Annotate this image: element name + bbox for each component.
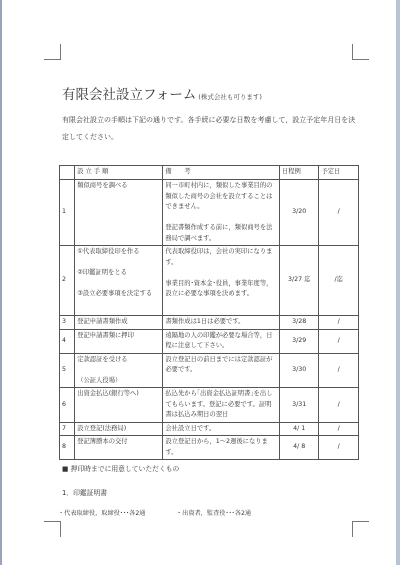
crop-mark-bottom-left-h <box>44 521 60 522</box>
row-example: 4/ 8 <box>279 436 319 460</box>
table-header-row <box>60 166 359 180</box>
crop-mark-top-right-h <box>353 59 369 60</box>
row-note: 代表取締役印は，会社の実印になります。 事業目的･資本金･役員，事業年度等，設立に必要な事項を決めます。 <box>163 246 280 316</box>
crop-mark-bottom-right-h <box>353 521 369 522</box>
row-number: 3 <box>60 316 75 330</box>
row-number: 7 <box>60 422 75 436</box>
row-planned: / <box>319 436 359 460</box>
row-note: 書類作成は1日は必要です。 <box>163 316 280 330</box>
row-planned: / <box>319 316 359 330</box>
table-row <box>60 180 359 246</box>
document-title <box>62 83 262 103</box>
header-example: 日程例 <box>279 166 319 180</box>
row-example: 3/27 迄 <box>279 246 319 316</box>
row-planned: / <box>319 180 359 246</box>
row-planned: / <box>319 353 359 388</box>
row-step: 登記申請書類作成 <box>75 316 163 330</box>
notes-item-1: 1．印鑑証明書 <box>62 489 108 497</box>
row-number: 4 <box>60 329 75 353</box>
row-example: 3/30 <box>279 353 319 388</box>
row-example: 3/31 <box>279 388 319 423</box>
row-step: 定款認証を受ける （公証人役場） <box>75 353 163 388</box>
header-step: 設 立 手 順 <box>75 166 163 180</box>
crop-mark-bottom-right-v <box>352 521 353 537</box>
row-example: 3/20 <box>279 180 319 246</box>
table-row <box>60 329 359 353</box>
table-row <box>60 246 359 316</box>
row-note: 会社設立日です。 <box>163 422 280 436</box>
procedure-table <box>59 165 359 460</box>
row-step: 登記簿謄本の交付 <box>75 436 163 460</box>
row-number: 1 <box>60 180 75 246</box>
crop-mark-bottom-left-v <box>60 521 61 537</box>
row-note: 同一市町村内に，類似した事業目的の類似した商号の会社を設立することはできません。 登記書類作成する前に，類似商号を法務局で調べます。 <box>163 180 280 246</box>
row-number: 8 <box>60 436 75 460</box>
intro-text: 有限会社設立の手順は下記の通りです。各手続に必要な日数を考慮して，設立予定年月日を決定してください。 <box>62 116 356 141</box>
row-note: 遠隔地の人の印鑑が必要な場合等，日程に注意して下さい。 <box>163 329 280 353</box>
row-example: 3/28 <box>279 316 319 330</box>
notes-line-b: ・出資者，監査役･･･各2通 <box>176 510 252 517</box>
row-step: 類似商号を調べる <box>75 180 163 246</box>
header-blank <box>60 166 75 180</box>
row-step: 出資金払込(銀行等へ) <box>75 388 163 423</box>
row-number: 5 <box>60 353 75 388</box>
crop-mark-top-right-v <box>352 44 353 60</box>
header-note: 備 考 <box>163 166 280 180</box>
crop-mark-top-left-h <box>44 59 60 60</box>
row-note: 払込先から｢出資金払込証明書｣を出してもらいます。登記に必要です。証明書は払込み期日の翌日 <box>163 388 280 423</box>
table-row <box>60 353 359 388</box>
row-note: 設立登記日から，1～2週後になります。 <box>163 436 280 460</box>
row-number: 6 <box>60 388 75 423</box>
row-planned: / <box>319 422 359 436</box>
row-step: 登記申請書類に押印 <box>75 329 163 353</box>
row-example: 3/29 <box>279 329 319 353</box>
notes-line-a: ・代表取締役，取締役･･･各2通 <box>58 510 146 517</box>
row-step: 設立登記(法務局) <box>75 422 163 436</box>
table-row <box>60 388 359 423</box>
notes-heading: ■ 押印時までに用意していただくもの <box>62 465 180 473</box>
table-row <box>60 422 359 436</box>
title-note: (株式会社も可ります) <box>198 93 262 101</box>
title-main: 有限会社設立フォーム <box>62 87 197 103</box>
row-step: ①代表取締役印を作る ②印鑑証明をとる ③設立必要事項を決定する <box>75 246 163 316</box>
row-planned: / <box>319 388 359 423</box>
table-row <box>60 436 359 460</box>
row-example: 4/ 1 <box>279 422 319 436</box>
row-number: 2 <box>60 246 75 316</box>
table-row <box>60 316 359 330</box>
row-note: 設立登記日の前日までには定款認証が必要です。 <box>163 353 280 388</box>
header-planned: 予定日 <box>319 166 359 180</box>
crop-mark-top-left-v <box>60 44 61 60</box>
row-planned: / <box>319 329 359 353</box>
row-planned: /迄 <box>319 246 359 316</box>
